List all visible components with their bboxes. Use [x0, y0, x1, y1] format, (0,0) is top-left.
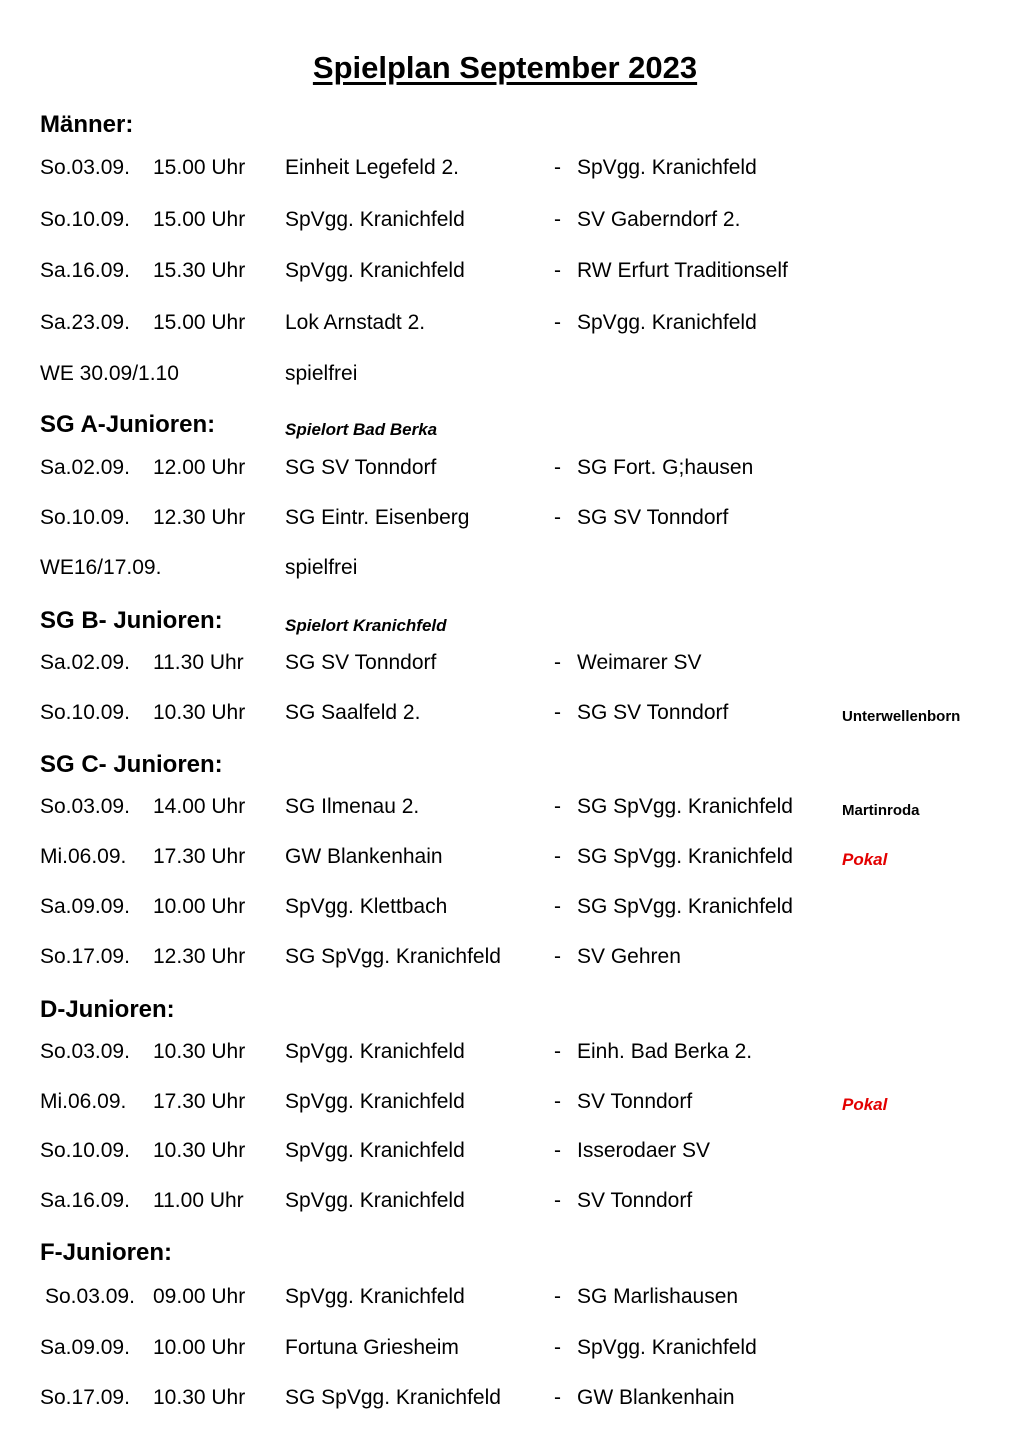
separator-dash: - [554, 1285, 561, 1308]
away-team: SV Tonndorf [577, 1189, 693, 1212]
game-time: 11.00 Uhr [153, 1189, 244, 1212]
game-time: 11.30 Uhr [153, 651, 244, 674]
venue-note: Unterwellenborn [842, 708, 961, 725]
game-date: So.10.09. [40, 208, 130, 231]
home-team: SpVgg. Kranichfeld [285, 208, 465, 231]
away-team: SG SV Tonndorf [577, 701, 729, 724]
game-row [40, 1189, 990, 1219]
game-date: Sa.16.09. [40, 259, 130, 282]
game-time: 09.00 Uhr [153, 1285, 246, 1308]
game-row-spielfrei [40, 362, 990, 392]
away-team: SG SpVgg. Kranichfeld [577, 795, 793, 818]
game-row [40, 1090, 990, 1120]
separator-dash: - [554, 208, 561, 231]
away-team: SpVgg. Kranichfeld [577, 1336, 757, 1359]
game-date: So.10.09. [40, 506, 130, 529]
game-date: Mi.06.09. [40, 1090, 127, 1113]
section-title: SG C- Junioren: [40, 751, 223, 778]
game-time: 12.30 Uhr [153, 945, 246, 968]
game-time: 17.30 Uhr [153, 1090, 246, 1113]
section-title: Männer: [40, 111, 134, 138]
section-header-a-junioren [40, 411, 990, 445]
game-row [40, 1336, 990, 1366]
home-team: SG SV Tonndorf [285, 651, 437, 674]
section-venue-note: Spielort Bad Berka [285, 420, 438, 439]
game-time: 10.30 Uhr [153, 701, 246, 724]
section-header-f-junioren [40, 1239, 990, 1273]
game-row [40, 1285, 990, 1315]
section-title: F-Junioren: [40, 1239, 172, 1266]
game-row [40, 895, 990, 925]
away-team: SG Marlishausen [577, 1285, 739, 1308]
away-team: SG SpVgg. Kranichfeld [577, 895, 793, 918]
away-team: SG SpVgg. Kranichfeld [577, 845, 793, 868]
home-team: Einheit Legefeld 2. [285, 156, 459, 179]
game-date: Sa.09.09. [40, 1336, 130, 1359]
away-team: SV Gehren [577, 945, 681, 968]
game-date: So.17.09. [40, 1386, 130, 1409]
game-date: Sa.02.09. [40, 456, 130, 479]
home-team: Lok Arnstadt 2. [285, 311, 426, 334]
game-row [40, 1386, 990, 1416]
game-time: 10.00 Uhr [153, 1336, 246, 1359]
away-team: Isserodaer SV [577, 1139, 711, 1162]
game-row [40, 259, 990, 289]
game-date: So.03.09. [40, 1040, 130, 1063]
home-team: SG Eintr. Eisenberg [285, 506, 470, 529]
separator-dash: - [554, 945, 561, 968]
home-team: SG SpVgg. Kranichfeld [285, 1386, 501, 1409]
away-team: SG Fort. G;hausen [577, 456, 754, 479]
game-row-spielfrei [40, 556, 990, 586]
home-team: GW Blankenhain [285, 845, 443, 868]
home-team: SG SpVgg. Kranichfeld [285, 945, 501, 968]
home-team: SG Ilmenau 2. [285, 795, 420, 818]
game-date: WE16/17.09. [40, 556, 162, 579]
pokal-badge: Pokal [842, 850, 888, 869]
separator-dash: - [554, 795, 561, 818]
section-header-d-junioren [40, 996, 990, 1030]
venue-note: Martinroda [842, 802, 920, 819]
game-row [40, 506, 990, 536]
home-team: SpVgg. Kranichfeld [285, 1285, 465, 1308]
home-team: SpVgg. Klettbach [285, 895, 448, 918]
game-time: 12.00 Uhr [153, 456, 246, 479]
separator-dash: - [554, 1189, 561, 1212]
home-team: SpVgg. Kranichfeld [285, 1189, 465, 1212]
home-team: SG Saalfeld 2. [285, 701, 421, 724]
game-time: 14.00 Uhr [153, 795, 246, 818]
separator-dash: - [554, 845, 561, 868]
section-header-b-junioren [40, 607, 990, 641]
away-team: SV Tonndorf [577, 1090, 693, 1113]
away-team: RW Erfurt Traditionself [577, 259, 788, 282]
game-row [40, 945, 990, 975]
home-team: SpVgg. Kranichfeld [285, 1139, 465, 1162]
separator-dash: - [554, 1040, 561, 1063]
separator-dash: - [554, 259, 561, 282]
section-header-maenner [40, 111, 990, 145]
game-date: Sa.02.09. [40, 651, 130, 674]
away-team: SpVgg. Kranichfeld [577, 311, 757, 334]
separator-dash: - [554, 1386, 561, 1409]
page-title: Spielplan September 2023 [312, 50, 698, 85]
away-team: Einh. Bad Berka 2. [577, 1040, 753, 1063]
game-date: Sa.16.09. [40, 1189, 130, 1212]
game-row [40, 845, 990, 875]
game-time: 15.00 Uhr [153, 156, 246, 179]
game-time: 10.30 Uhr [153, 1139, 246, 1162]
pokal-badge: Pokal [842, 1095, 888, 1114]
separator-dash: - [554, 895, 561, 918]
section-title: SG B- Junioren: [40, 607, 223, 634]
game-row [40, 795, 990, 825]
separator-dash: - [554, 651, 561, 674]
game-date: Sa.23.09. [40, 311, 130, 334]
game-row [40, 311, 990, 341]
separator-dash: - [554, 156, 561, 179]
home-team: SpVgg. Kranichfeld [285, 1040, 465, 1063]
home-team: SG SV Tonndorf [285, 456, 437, 479]
game-date: So.10.09. [40, 701, 130, 724]
game-row [40, 156, 990, 186]
separator-dash: - [554, 456, 561, 479]
game-time: 17.30 Uhr [153, 845, 246, 868]
game-time: 10.30 Uhr [153, 1386, 246, 1409]
game-row [40, 651, 990, 681]
game-row [40, 1040, 990, 1070]
game-row [40, 208, 990, 238]
home-team: spielfrei [285, 556, 358, 579]
section-header-c-junioren [40, 751, 990, 785]
separator-dash: - [554, 701, 561, 724]
game-date: Sa.09.09. [40, 895, 130, 918]
separator-dash: - [554, 1139, 561, 1162]
separator-dash: - [554, 1336, 561, 1359]
section-title: D-Junioren: [40, 996, 175, 1023]
game-row [40, 701, 990, 731]
away-team: SG SV Tonndorf [577, 506, 729, 529]
home-team: spielfrei [285, 362, 358, 385]
game-time: 12.30 Uhr [153, 506, 246, 529]
game-date: So.03.09. [40, 795, 130, 818]
home-team: Fortuna Griesheim [285, 1336, 459, 1359]
section-venue-note: Spielort Kranichfeld [285, 616, 447, 635]
section-title: SG A-Junioren: [40, 411, 216, 438]
game-date: So.03.09. [40, 156, 130, 179]
game-row [40, 1139, 990, 1169]
away-team: Weimarer SV [577, 651, 702, 674]
separator-dash: - [554, 1090, 561, 1113]
away-team: SV Gaberndorf 2. [577, 208, 741, 231]
game-date: WE 30.09/1.10 [40, 362, 179, 385]
game-time: 15.00 Uhr [153, 208, 246, 231]
separator-dash: - [554, 506, 561, 529]
game-time: 10.30 Uhr [153, 1040, 246, 1063]
home-team: SpVgg. Kranichfeld [285, 1090, 465, 1113]
away-team: GW Blankenhain [577, 1386, 735, 1409]
home-team: SpVgg. Kranichfeld [285, 259, 465, 282]
game-row [40, 456, 990, 486]
game-date: So.10.09. [40, 1139, 130, 1162]
game-date: Mi.06.09. [40, 845, 127, 868]
away-team: SpVgg. Kranichfeld [577, 156, 757, 179]
game-time: 15.30 Uhr [153, 259, 246, 282]
game-time: 15.00 Uhr [153, 311, 246, 334]
game-date: So.17.09. [40, 945, 130, 968]
separator-dash: - [554, 311, 561, 334]
game-time: 10.00 Uhr [153, 895, 246, 918]
game-date: So.03.09. [45, 1285, 135, 1308]
